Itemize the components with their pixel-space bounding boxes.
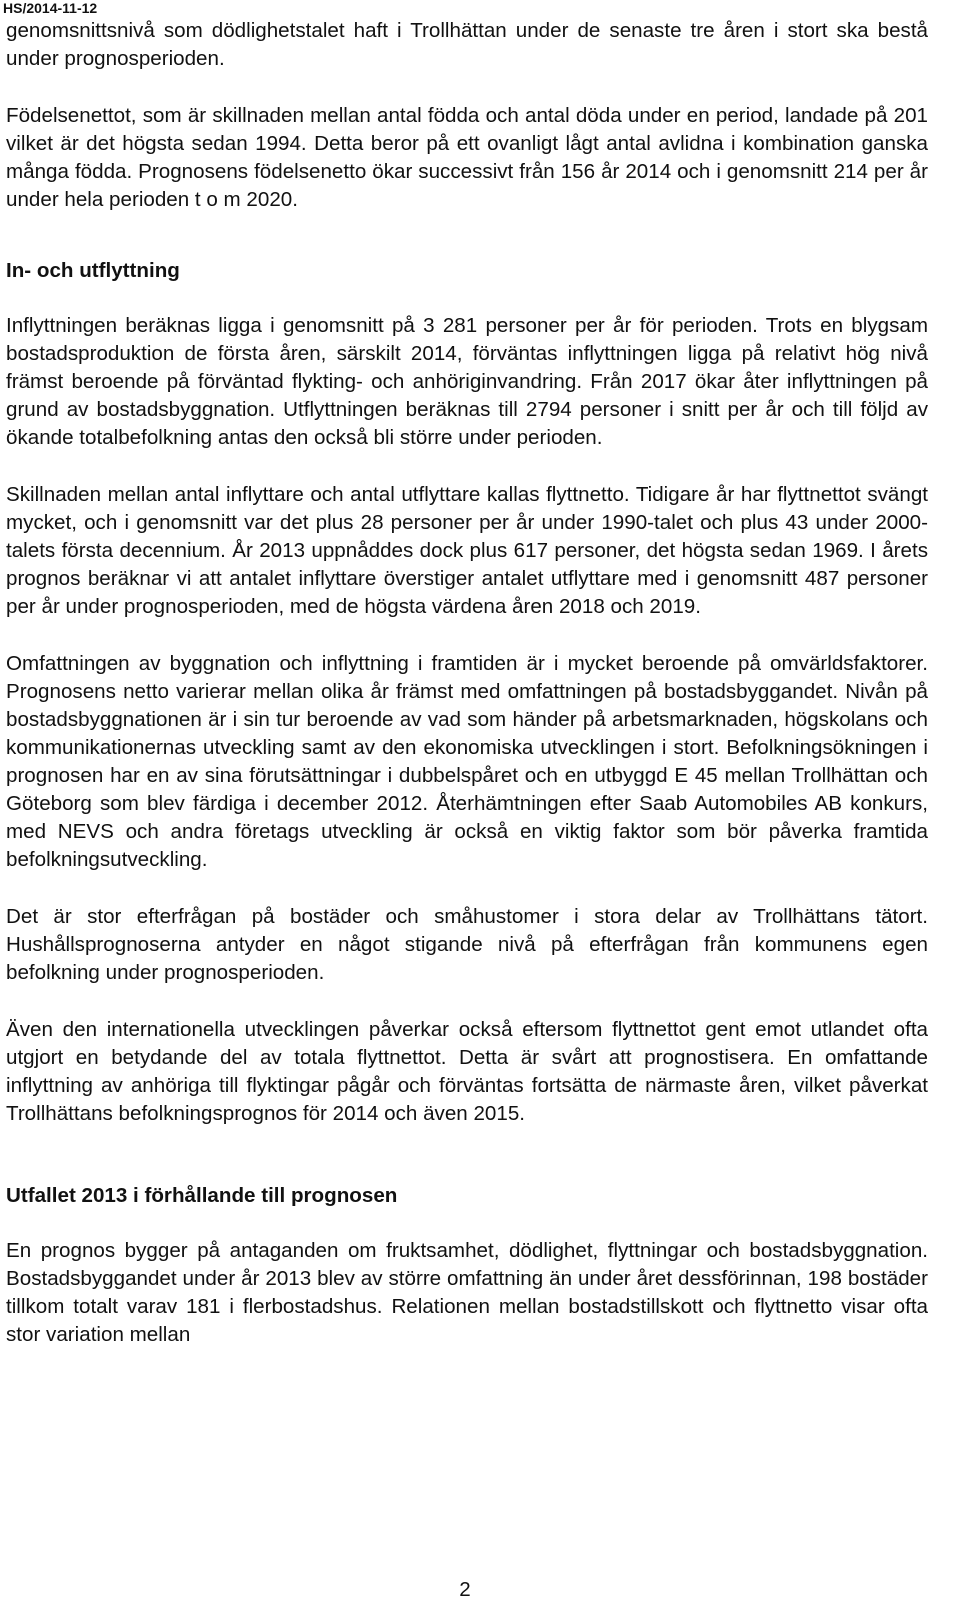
page-number: 2 [459, 1578, 471, 1601]
page-content [6, 17, 928, 1349]
paragraph-external-factors: Omfattningen av byggnation och inflyttning i framtiden är i mycket beroende på omvärldsfaktorer. Prognosens netto varierar mellan olika år främst med omfattningen på bostadsbyggandet. Nivån på bostadsbyggnationen är i sin tur beroende av vad som händer på arbetsmarknaden, högskolans och kommunikationernas utveckling samt av den ekonomiska utvecklingen i stort. Befolkningsökningen i prognosen har en av sina förutsättningar i dubbelspåret och en utbyggd E 45 mellan Trollhättan och Göteborg som blev färdiga i december 2012. Återhämtningen efter Saab Automobiles AB konkurs, med NEVS och andra företags utveckling är också en viktig faktor som bör påverka framtida befolkningsutveckling. [6, 652, 928, 871]
paragraph-international: Även den internationella utvecklingen påverkar också eftersom flyttnettot gent emot utlandet ofta utgjort en betydande del av totala flyttnettot. Detta är svårt att prognostisera. En omfattande inflyttning av anhöriga till flyktingar pågår och förväntas fortsätta de närmaste åren, vilket påverkat Trollhättans befolkningsprognos för 2014 och även 2015. [6, 1018, 928, 1125]
section-heading-outcome-2013: Utfallet 2013 i förhållande till prognosen [6, 1184, 398, 1207]
paragraph-housing-demand: Det är stor efterfrågan på bostäder och småhustomer i stora delar av Trollhättans tätort. Hushållsprognoserna antyder en något stigande nivå på efterfrågan från kommunens egen befolkning under prognosperioden. [6, 905, 928, 984]
paragraph-birth-surplus: Födelsenettot, som är skillnaden mellan antal födda och antal döda under en period, landade på 201 vilket är det högsta sedan 1994. Detta beror på ett ovanligt lågt antal avlidna i kombination ganska många födda. Prognosens födelsenetto ökar successivt från 156 år 2014 och i genomsnitt 214 per år under hela perioden t o m 2020. [6, 104, 928, 211]
document-reference: HS/2014-11-12 [3, 0, 98, 16]
paragraph-net-migration: Skillnaden mellan antal inflyttare och antal utflyttare kallas flyttnetto. Tidigare år har flyttnettot svängt mycket, och i genomsnitt var det plus 28 personer per år under 1990-talet och plus 43 under 2000-talets första decennium. År 2013 uppnåddes dock plus 617 personer, det högsta sedan 1969. I årets prognos beräknar vi att antalet inflyttare överstiger antalet utflyttare med i genomsnitt 487 personer per år under prognosperioden, med de högsta värdena åren 2018 och 2019. [6, 483, 928, 618]
paragraph-forecast-assumptions: En prognos bygger på antaganden om fruktsamhet, dödlighet, flyttningar och bostadsbyggnation. Bostadsbyggandet under år 2013 blev av större omfattning än under året dessförinnan, 198 bostäder tillkom totalt varav 181 i flerbostadshus. Relationen mellan bostadstillskott och flyttnetto visar ofta stor variation mellan [6, 1239, 928, 1346]
paragraph-mortality-continuation: genomsnittsnivå som dödlighetstalet haft i Trollhättan under de senaste tre åren i stort ska bestå under prognosperioden. [6, 19, 928, 70]
paragraph-in-migration: Inflyttningen beräknas ligga i genomsnitt på 3 281 personer per år för perioden. Trots en blygsam bostadsproduktion de första åren, särskilt 2014, förväntas inflyttningen ligga på relativt hög nivå främst beroende på förväntad flykting- och anhöriginvandring. Från 2017 ökar åter inflyttningen på grund av bostadsbyggnation. Utflyttningen beräknas till 2794 personer i snitt per år och till följd av ökande totalbefolkning antas den också bli större under perioden. [6, 314, 928, 449]
section-heading-migration: In- och utflyttning [6, 259, 180, 282]
